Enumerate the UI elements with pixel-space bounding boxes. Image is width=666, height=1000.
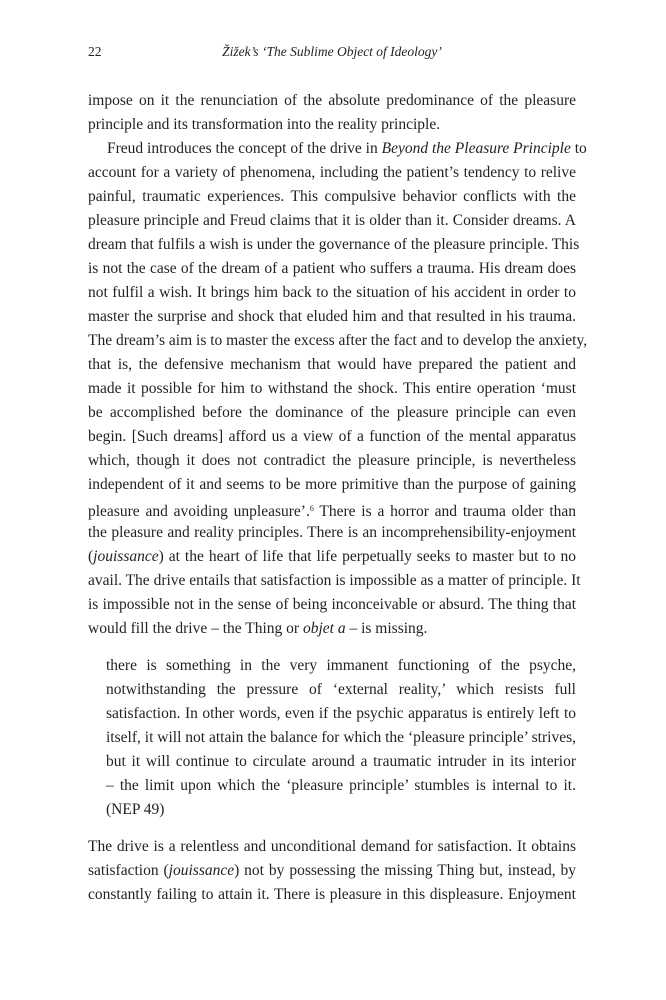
block-quote	[88, 654, 576, 822]
text-line: The drive is a relentless and unconditional demand for satisfaction. It obtains	[88, 838, 576, 855]
text-line: pleasure principle and Freud claims that it is older than it. Consider dreams. A	[88, 212, 576, 229]
quote-citation: (NEP 49)	[106, 801, 165, 818]
text-run: pleasure and avoiding unpleasure’.	[88, 503, 310, 520]
text-run: would fill the drive – the Thing or	[88, 620, 303, 637]
running-title: Žižek’s ‘The Sublime Object of Ideology’	[222, 44, 442, 59]
italic-term: jouissance	[93, 548, 159, 565]
text-line	[88, 137, 587, 161]
text-line: is not the case of the dream of a patient who suffers a trauma. His dream does	[88, 260, 576, 277]
paragraph	[88, 89, 576, 137]
italic-term: objet a	[302, 620, 346, 637]
book-title: Beyond the Pleasure Principle	[381, 140, 571, 157]
text-line	[88, 617, 576, 641]
text-line: dream that fulfils a wish is under the governance of the pleasure principle. This	[88, 236, 580, 253]
text-line: independent of it and seems to be more primitive than the purpose of gaining	[88, 476, 576, 493]
quote-line: but it will continue to circulate around a traumatic intruder in its interior	[106, 753, 576, 770]
text-line: not fulfil a wish. It brings him back to the situation of his accident in order to	[88, 284, 576, 301]
text-line: begin. [Such dreams] afford us a view of a function of the mental apparatus	[88, 428, 576, 445]
text-run: ) not by possessing the missing Thing but, instead, by	[234, 862, 576, 879]
text-run: (	[88, 548, 94, 565]
text-line: principle and its transformation into the reality principle.	[88, 116, 441, 133]
page-header	[88, 44, 576, 68]
text-line: constantly failing to attain it. There is pleasure in this displeasure. Enjoyment	[88, 886, 576, 903]
text-run: There is a horror and trauma older than	[313, 503, 577, 520]
text-line: account for a variety of phenomena, including the patient’s tendency to relive	[88, 164, 576, 181]
text-line	[88, 859, 576, 883]
paragraph	[88, 835, 576, 907]
text-line: that is, the defensive mechanism that would have prepared the patient and	[88, 356, 576, 373]
text-line: be accomplished before the dominance of the pleasure principle can even	[88, 404, 576, 421]
text-line: made it possible for him to withstand the shock. This entire operation ‘must	[88, 380, 576, 397]
text-line: avail. The drive entails that satisfaction is impossible as a matter of principle. It	[88, 572, 581, 589]
text-line: the pleasure and reality principles. There is an incomprehensibility-enjoyment	[88, 524, 576, 541]
text-run: – is missing.	[345, 620, 428, 637]
quote-line: – the limit upon which the ‘pleasure principle’ stumbles is internal to it.	[106, 777, 576, 794]
text-line: which, though it does not contradict the pleasure principle, is nevertheless	[88, 452, 576, 469]
text-line: impose on it the renunciation of the absolute predominance of the pleasure	[88, 92, 576, 109]
footnote-marker: 6	[309, 504, 314, 513]
text-line: is impossible not in the sense of being inconceivable or absurd. The thing that	[88, 596, 576, 613]
page-number: 22	[88, 44, 102, 59]
paragraph	[88, 137, 588, 641]
text-run: satisfaction (	[88, 862, 169, 879]
quote-line: satisfaction. In other words, even if the psychic apparatus is entirely left to	[106, 705, 576, 722]
text-run: Freud introduces the concept of the drive in	[107, 140, 382, 157]
quote-line: itself, it will not attain the balance for which the ‘pleasure principle’ strives,	[106, 729, 576, 746]
text-run: ) at the heart of life that life perpetually seeks to master but to no	[158, 548, 576, 565]
text-line: painful, traumatic experiences. This compulsive behavior conflicts with the	[88, 188, 576, 205]
text-run: to	[570, 140, 587, 157]
text-line	[88, 545, 576, 569]
text-line: The dream’s aim is to master the excess after the fact and to develop the anxiety,	[88, 332, 588, 349]
text-line	[88, 497, 576, 521]
italic-term: jouissance	[168, 862, 235, 879]
body-text	[88, 89, 588, 907]
text-line: master the surprise and shock that eluded him and that resulted in his trauma.	[88, 308, 576, 325]
quote-line: notwithstanding the pressure of ‘external reality,’ which resists full	[106, 681, 576, 698]
quote-line: there is something in the very immanent functioning of the psyche,	[106, 657, 576, 674]
